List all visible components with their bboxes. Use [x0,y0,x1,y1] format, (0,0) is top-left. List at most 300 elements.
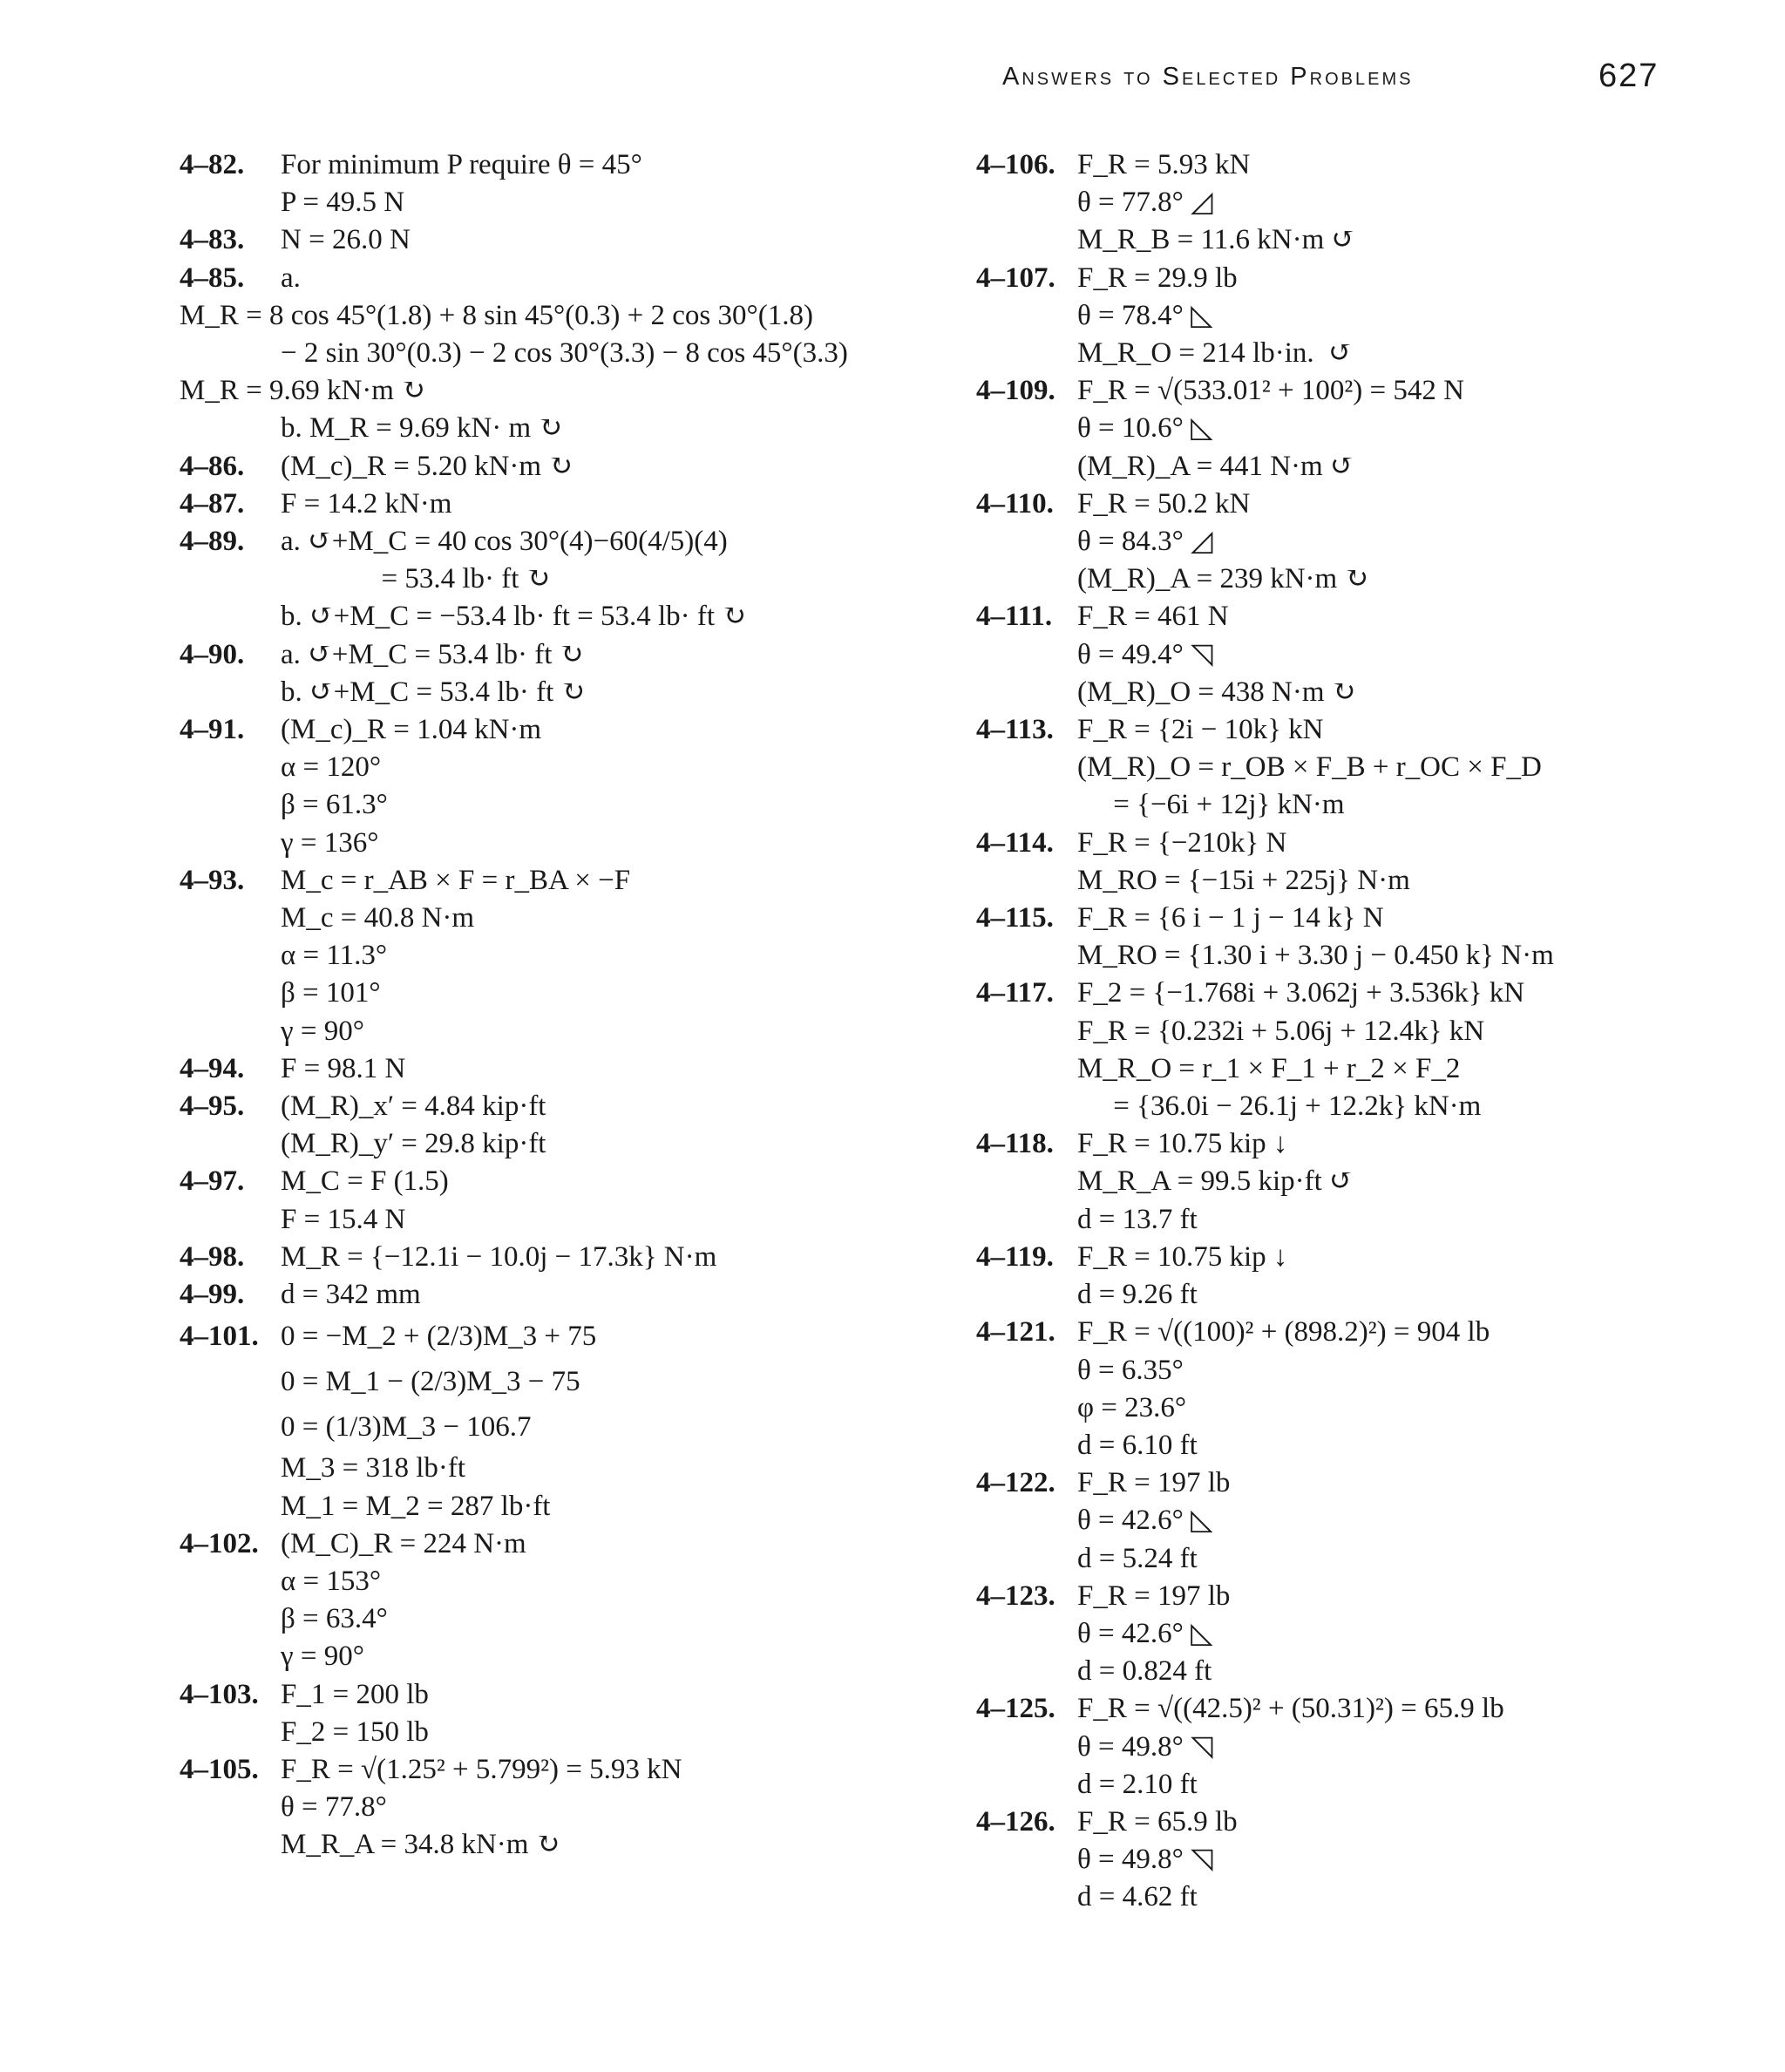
answer-line [976,184,1656,221]
answer-text: F_R = 461 N [1077,601,1229,633]
answer-line [976,1276,1656,1314]
answer-line [976,598,1656,635]
answer-line [976,1389,1656,1427]
answer-text: F_R = 65.9 lb [1077,1805,1238,1838]
answer-line [180,1525,964,1563]
problem-number [976,1878,1077,1916]
problem-number [180,825,281,862]
problem-number: 4–122. [976,1467,1055,1499]
answer-text: b. M_R = 9.69 kN· m ↻ [281,412,563,445]
answer-entry [180,636,964,711]
answer-line [976,1502,1656,1539]
answer-entry [976,825,1656,900]
answer-text: M_RO = {1.30 i + 3.30 j − 0.450 k} N·m [1077,940,1554,972]
answer-text: α = 11.3° [281,940,388,972]
problem-number [976,1729,1077,1766]
answer-entry [976,1314,1656,1464]
answer-text: M_R = {−12.1i − 10.0j − 17.3k} N·m [281,1240,717,1273]
answer-text: = {−6i + 12j} kN·m [1077,789,1345,821]
problem-number: 4–111. [976,601,1053,633]
problem-number: 4–94. [180,1052,245,1084]
answer-text: θ = 10.6° ◺ [1077,412,1213,445]
problem-number [180,560,281,598]
answer-line [976,1578,1656,1615]
problem-number [976,523,1077,560]
problem-number [180,1714,281,1751]
problem-number [180,749,281,786]
answer-line [180,711,964,749]
answer-line [976,1878,1656,1916]
answer-line [976,900,1656,937]
answer-line [180,523,964,560]
problem-number [976,448,1077,486]
answer-text: d = 6.10 ft [1077,1429,1198,1461]
problem-number [180,410,281,447]
answer-text: F_R = 10.75 kip ↓ [1077,1240,1288,1273]
answer-text: θ = 42.6° ◺ [1077,1505,1213,1537]
answer-entry [180,448,964,486]
answer-entry [180,1163,964,1238]
answer-entry [976,711,1656,825]
problem-number: 4–90. [180,638,245,670]
answer-text: α = 153° [281,1565,382,1597]
answer-text: 0 = (1/3)M_3 − 106.7 [281,1411,532,1444]
problem-number: 4–97. [180,1165,245,1198]
answer-line [976,1352,1656,1389]
problem-number: 4–101. [180,1321,259,1353]
answer-line [976,523,1656,560]
problem-number [976,410,1077,447]
answer-line [976,1427,1656,1464]
problem-number: 4–121. [976,1316,1055,1348]
answer-text: M_C = F (1.5) [281,1165,449,1198]
answer-line [180,1359,964,1404]
answer-entry [180,711,964,862]
problem-number [976,221,1077,259]
answer-text: F_2 = {−1.768i + 3.062j + 3.536k} kN [1077,977,1525,1009]
answer-text: γ = 90° [281,1641,364,1673]
problem-number: 4–105. [180,1753,259,1785]
answer-line [180,749,964,786]
answer-line [180,1600,964,1638]
answer-text: b. ↺+M_C = −53.4 lb· ft = 53.4 lb· ft ↻ [281,601,746,633]
answer-line [180,486,964,523]
answer-text: M_R_A = 99.5 kip·ft ↺ [1077,1165,1354,1198]
answer-line [976,749,1656,786]
answer-text: d = 5.24 ft [1077,1542,1198,1574]
answer-text: d = 13.7 ft [1077,1203,1198,1235]
answer-entry [976,1125,1656,1239]
answer-line [180,900,964,937]
answer-entry [180,1450,964,1525]
answer-text: (M_R)_x′ = 4.84 kip·ft [281,1090,546,1123]
answer-text: M_R_O = r_1 × F_1 + r_2 × F_2 [1077,1052,1461,1084]
answer-text: a. ↺+M_C = 40 cos 30°(4)−60(4/5)(4) [281,526,728,558]
answer-text: F = 14.2 kN·m [281,487,452,520]
answer-text: M_RO = {−15i + 225j} N·m [1077,864,1410,896]
answer-text: β = 61.3° [281,789,388,821]
answer-line [976,448,1656,486]
problem-number [976,335,1077,372]
answer-line [180,598,964,635]
answer-line [976,260,1656,297]
answer-entry [180,221,964,259]
answer-line [180,1404,964,1450]
answer-text: F_R = 29.9 lb [1077,262,1238,294]
answer-line [976,1201,1656,1239]
answer-line [180,786,964,824]
answer-line [976,711,1656,749]
answer-entry [180,523,964,636]
answer-entry [976,372,1656,486]
answer-text: F_R = {2i − 10k} kN [1077,714,1324,746]
answer-line [976,297,1656,335]
answer-line [180,825,964,862]
problem-number: 4–123. [976,1579,1055,1612]
answer-entry [180,1314,964,1450]
answer-text: F = 15.4 N [281,1203,406,1235]
answer-text: F_1 = 200 lb [281,1678,429,1710]
problem-number: 4–98. [180,1240,245,1273]
problem-number [180,786,281,824]
answer-entry [180,146,964,221]
problem-number: 4–87. [180,487,245,520]
answer-line [180,1013,964,1050]
answer-line [976,146,1656,184]
problem-number [180,1638,281,1675]
answer-line [976,862,1656,900]
answer-line [976,1540,1656,1578]
problem-number [180,1789,281,1826]
answer-text: F_R = 10.75 kip ↓ [1077,1128,1288,1160]
problem-number [180,1404,281,1450]
answer-entry [180,1239,964,1276]
problem-number [976,674,1077,711]
answer-entry [976,900,1656,975]
answer-text: d = 4.62 ft [1077,1881,1198,1913]
problem-number [976,1050,1077,1088]
answer-text: θ = 49.8° ◹ [1077,1844,1213,1876]
answer-line [976,825,1656,862]
answer-text: For minimum P require θ = 45° [281,149,642,180]
answer-text: a. [281,262,301,294]
problem-number [976,1389,1077,1427]
answer-entry [180,372,964,410]
answer-line [976,937,1656,975]
answer-text: d = 2.10 ft [1077,1768,1198,1800]
problem-number: 4–89. [180,526,245,558]
answer-text: (M_c)_R = 1.04 kN·m [281,714,542,746]
answer-text: F_R = {−210k} N [1077,826,1287,859]
answer-text: F_R = 197 lb [1077,1579,1231,1612]
problem-number [180,1450,281,1487]
answer-text: d = 9.26 ft [1077,1279,1198,1311]
answer-text: a. ↺+M_C = 53.4 lb· ft ↻ [281,638,584,670]
answer-line [180,146,964,184]
answer-text: F_R = √((100)² + (898.2)²) = 904 lb [1077,1316,1490,1348]
answer-line [976,1088,1656,1125]
answer-line [180,1826,964,1864]
answer-line [281,335,964,372]
answer-line [180,560,964,598]
problem-number [180,674,281,711]
problem-number [180,1826,281,1864]
problem-number [180,1013,281,1050]
running-head: Answers to Selected Problems [1002,63,1414,91]
answer-line [180,1676,964,1714]
answer-line [976,560,1656,598]
problem-number: 4–99. [180,1279,245,1311]
answer-text: θ = 42.6° ◺ [1077,1617,1213,1649]
answer-line [976,636,1656,674]
answer-text: F_R = √((42.5)² + (50.31)²) = 65.9 lb [1077,1693,1504,1725]
answer-line [976,221,1656,259]
problem-number: 4–125. [976,1693,1055,1725]
answer-entry [180,1050,964,1088]
answer-entry [976,260,1656,373]
answer-text: (M_R)_A = 239 kN·m ↻ [1077,563,1369,595]
answer-text: θ = 77.8° ◿ [1077,187,1213,219]
problem-number: 4–93. [180,864,245,896]
page-number: 627 [1598,58,1659,94]
answer-line [976,1729,1656,1766]
answer-line [180,221,964,259]
answer-text: M_R_A = 34.8 kN·m ↻ [281,1829,560,1861]
problem-number: 4–103. [180,1678,259,1710]
answer-text: d = 342 mm [281,1279,421,1311]
problem-number: 4–102. [180,1527,259,1559]
problem-number: 4–114. [976,826,1054,859]
problem-number [976,1013,1077,1050]
answer-text: = {36.0i − 26.1j + 12.2k} kN·m [1077,1090,1482,1123]
problem-number: 4–107. [976,262,1055,294]
answer-line [180,1450,964,1487]
answer-line [180,1163,964,1200]
answer-line [180,1714,964,1751]
problem-number: 4–119. [976,1240,1054,1273]
problem-number: 4–86. [180,450,245,482]
answer-text: (M_R)_O = 438 N·m ↻ [1077,676,1356,708]
answer-text: M_R_B = 11.6 kN·m ↺ [1077,224,1356,256]
answer-line [976,1615,1656,1653]
answer-entry [976,1690,1656,1804]
answer-line [180,297,964,335]
answer-line [180,674,964,711]
answer-entry [180,260,964,297]
problem-number [976,636,1077,674]
problem-number [180,1125,281,1163]
problem-number: 4–118. [976,1128,1054,1160]
answer-line [976,1050,1656,1088]
problem-number [976,184,1077,221]
problem-number [976,1841,1077,1878]
answer-line [976,1464,1656,1502]
answer-entry [180,1525,964,1676]
answer-text: (M_c)_R = 5.20 kN·m ↻ [281,450,573,482]
answer-line [976,1766,1656,1804]
answer-line [976,372,1656,410]
problem-number [180,1359,281,1404]
problem-number [180,937,281,975]
problem-number [180,184,281,221]
answer-text: − 2 sin 30°(0.3) − 2 cos 30°(3.3) − 8 cos 45°(3.3) [281,337,848,370]
answer-text: N = 26.0 N [281,224,411,256]
answer-entry [976,1239,1656,1314]
answer-line [180,1201,964,1239]
problem-number: 4–83. [180,224,245,256]
answer-text: (M_R)_A = 441 N·m ↺ [1077,450,1354,482]
answer-text: 0 = M_1 − (2/3)M_3 − 75 [281,1366,580,1398]
answer-entry [180,1751,964,1865]
problem-number [180,1563,281,1600]
right-answer-column [976,146,1656,1917]
answer-line [180,636,964,674]
answer-line [180,260,964,297]
answer-text: F_R = √(533.01² + 100²) = 542 N [1077,375,1464,407]
answer-line [180,372,964,410]
answer-line [976,1841,1656,1878]
answer-entry [976,1578,1656,1691]
answer-text: F_R = {6 i − 1 j − 14 k} N [1077,902,1384,934]
answer-line [976,1125,1656,1163]
answer-entry [180,1676,964,1751]
answer-text: θ = 49.4° ◹ [1077,638,1213,670]
problem-number: 4–91. [180,714,245,746]
answer-text: (M_R)_O = r_OB × F_B + r_OC × F_D [1077,751,1542,784]
answer-text: F_R = 5.93 kN [1077,149,1251,180]
answer-line [976,674,1656,711]
answer-line [976,975,1656,1012]
answer-line [976,486,1656,523]
answer-text: θ = 78.4° ◺ [1077,299,1213,331]
problem-number [976,1766,1077,1804]
answer-line [976,1690,1656,1728]
answer-text: β = 101° [281,977,381,1009]
problem-number [976,937,1077,975]
problem-number: 4–85. [180,262,245,294]
answer-text: M_1 = M_2 = 287 lb·ft [281,1490,551,1522]
problem-number [180,1600,281,1638]
problem-number: 4–109. [976,375,1055,407]
problem-number [180,900,281,937]
answer-line [976,1314,1656,1351]
problem-number [180,975,281,1012]
answer-line [180,937,964,975]
problem-number [976,1088,1077,1125]
answer-entry [180,335,964,372]
answer-text: (M_R)_y′ = 29.8 kip·ft [281,1128,546,1160]
answer-text: P = 49.5 N [281,187,405,219]
answer-line [180,1276,964,1314]
answer-line [180,184,964,221]
problem-number [180,1488,281,1525]
problem-number: 4–106. [976,149,1055,180]
answer-entry [976,146,1656,260]
problem-number [976,1502,1077,1539]
answer-text: M_R = 9.69 kN·m ↻ [180,375,425,407]
answer-text: F = 98.1 N [281,1052,406,1084]
answer-text: M_R_O = 214 lb·in. ↺ [1077,337,1353,370]
answer-line [180,1050,964,1088]
problem-number [180,598,281,635]
answer-text: θ = 77.8° [281,1791,387,1824]
answer-line [180,410,964,447]
problem-number [976,1540,1077,1578]
answer-line [976,1239,1656,1276]
answer-entry [976,598,1656,711]
answer-text: θ = 49.8° ◹ [1077,1730,1213,1763]
answer-text: γ = 136° [281,826,379,859]
problem-number [976,1615,1077,1653]
answer-line [180,1488,964,1525]
answer-line [180,975,964,1012]
answer-entry [976,486,1656,599]
problem-number [976,1163,1077,1200]
answer-entry [976,1804,1656,1917]
answer-text: F_R = √(1.25² + 5.799²) = 5.93 kN [281,1753,682,1785]
answer-entry [976,975,1656,1125]
answer-text: M_c = 40.8 N·m [281,902,475,934]
answer-text: φ = 23.6° [1077,1391,1187,1423]
problem-number [976,1352,1077,1389]
answer-text: (M_C)_R = 224 N·m [281,1527,526,1559]
problem-number [976,1427,1077,1464]
answer-text: M_c = r_AB × F = r_BA × −F [281,864,631,896]
answer-line [180,1314,964,1359]
answer-entry [180,297,964,335]
answer-text: M_3 = 318 lb·ft [281,1452,466,1484]
answer-text: θ = 84.3° ◿ [1077,526,1213,558]
problem-number: 4–117. [976,977,1054,1009]
answer-line [976,1163,1656,1200]
problem-number [976,1201,1077,1239]
answer-text: θ = 6.35° [1077,1354,1184,1386]
problem-number [976,297,1077,335]
answer-text: α = 120° [281,751,382,784]
problem-number [976,862,1077,900]
answer-entry [976,1464,1656,1578]
answer-text: M_R = 8 cos 45°(1.8) + 8 sin 45°(0.3) + 2 cos 30°(1.8) [180,299,813,331]
answer-entry [180,862,964,1050]
answer-text: 0 = −M_2 + (2/3)M_3 + 75 [281,1321,597,1353]
answer-line [180,448,964,486]
answer-line [976,1013,1656,1050]
problem-number [976,1653,1077,1690]
answer-line [180,1789,964,1826]
answer-text: γ = 90° [281,1015,364,1047]
answer-line [180,1239,964,1276]
answer-text: β = 63.4° [281,1603,388,1635]
problem-number: 4–110. [976,487,1054,520]
problem-number: 4–82. [180,149,245,180]
answer-text: b. ↺+M_C = 53.4 lb· ft ↻ [281,676,586,708]
problem-number: 4–115. [976,902,1054,934]
answer-line [976,335,1656,372]
answer-entry [180,1088,964,1163]
problem-number: 4–126. [976,1805,1055,1838]
answer-line [976,1804,1656,1841]
answer-line [180,1088,964,1125]
problem-number [976,1276,1077,1314]
answer-line [976,786,1656,824]
answer-text: F_2 = 150 lb [281,1715,429,1748]
problem-number [976,560,1077,598]
problem-number [976,786,1077,824]
answer-text: F_R = 197 lb [1077,1467,1231,1499]
answer-text: = 53.4 lb· ft ↻ [281,563,551,595]
answer-text: F_R = {0.232i + 5.06j + 12.4k} kN [1077,1015,1485,1047]
answer-line [976,410,1656,447]
